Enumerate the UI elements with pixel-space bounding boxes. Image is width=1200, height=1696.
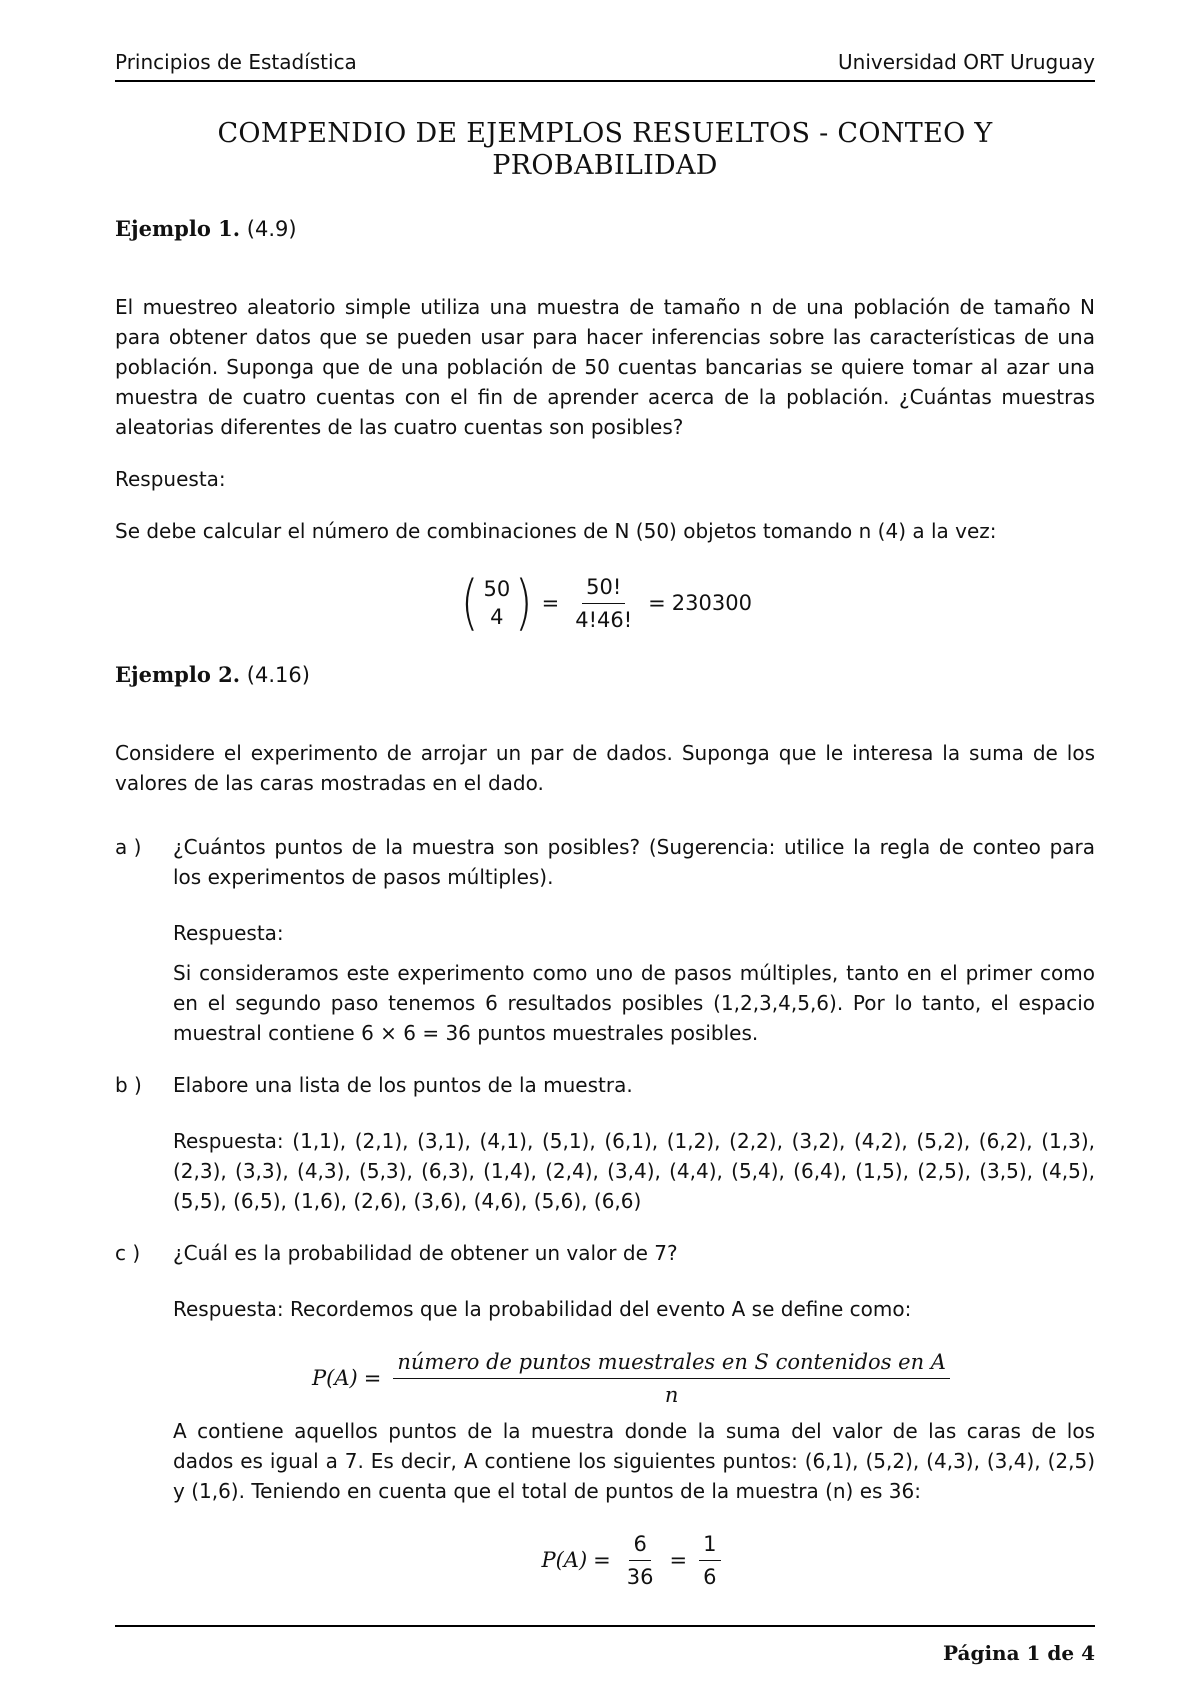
factorial-fraction [571,573,636,634]
formula-lhs: P(A) [312,1366,358,1390]
item-b-label: b ) [115,1073,142,1097]
item-c-answer: A contiene aquellos puntos de la muestra donde la suma del valor de las caras de los dados es igual a 7. Es decir, A contiene los siguientes puntos: (6,1), (5,2), (4,3), (3,4), (2,5) y (1,6). Teniendo en cuenta que el total de puntos de la muestra (n) es 36: [173,1419,1095,1503]
fraction-numerator: número de puntos muestrales en S contenidos en A [393,1348,950,1379]
list-item-b [115,1070,1095,1100]
equals-sign: = [669,1548,688,1572]
formula-result: 230300 [671,591,752,615]
equals-sign: = [648,591,666,615]
header-university: Universidad ORT Uruguay [838,50,1095,74]
document-body [115,214,1095,1592]
fraction-numerator: 1 [699,1530,720,1561]
example-2-intro: Considere el experimento de arrojar un par de dados. Suponga que le interesa la suma de los valores de las caras mostradas en el dado. [115,741,1095,795]
item-c-response-intro: Respuesta: Recordemos que la probabilidad del evento A se define como: [173,1297,912,1321]
header-course: Principios de Estadística [115,50,357,74]
list-item-c [115,1238,1095,1268]
example-2-label: Ejemplo 2. [115,662,241,687]
example-2-ref: (4.16) [246,663,310,687]
equals-sign: = [541,591,560,615]
formula-lhs: P(A) [541,1548,588,1572]
page-number: Página 1 de 4 [943,1641,1095,1665]
binomial-coefficient: ( 50 4 ) [460,568,533,638]
fraction-denominator: n [664,1382,679,1407]
item-c-label: c ) [115,1241,141,1265]
page-footer [115,1625,1095,1665]
fraction-denominator: 36 [626,1564,654,1589]
example-1-label: Ejemplo 1. [115,216,241,241]
example-1-response-label: Respuesta: [115,467,226,491]
fraction-denominator: 4!46! [575,607,633,632]
item-c-question: ¿Cuál es la probabilidad de obtener un valor de 7? [173,1241,678,1265]
fraction-6-over-36 [623,1530,658,1591]
example-1-formula [115,568,1095,638]
fraction-1-over-6 [699,1530,720,1591]
document-page [115,0,1095,1696]
example-1-ref: (4.9) [246,217,297,241]
example-1-response-text: Se debe calcular el número de combinaciones de N (50) objetos tomando n (4) a la vez: [115,519,997,543]
title-line-1: COMPENDIO DE EJEMPLOS RESUELTOS - CONTEO Y [217,118,993,149]
binom-bottom: 4 [490,605,504,629]
probability-result-formula [173,1528,1095,1592]
item-a-label: a ) [115,835,142,859]
item-b-question: Elabore una lista de los puntos de la muestra. [173,1073,633,1097]
binom-top: 50 [483,577,511,601]
item-a-answer: Si consideramos este experimento como uno de pasos múltiples, tanto en el primer como en el segundo paso tenemos 6 resultados posibles (1,2,3,4,5,6). Por lo tanto, el espacio muestral contiene 6 × 6 = 36 puntos muestrales posibles. [173,961,1095,1045]
fraction-denominator: 6 [703,1564,717,1589]
fraction-numerator: 6 [629,1530,650,1561]
example-1-statement: El muestreo aleatorio simple utiliza una muestra de tamaño n de una población de tamaño N para obtener datos que se pueden usar para hacer inferencias sobre las características de una población. Suponga que de una población de 50 cuentas bancarias se quiere tomar al azar una muestra de cuatro cuentas con el fin de aprender acerca de la población. ¿Cuántas muestras aleatorias diferentes de las cuatro cuentas son posibles? [115,295,1095,439]
document-title [115,118,1095,182]
example-1-heading [115,214,1095,244]
probability-definition-formula [173,1346,1095,1410]
item-a-question: ¿Cuántos puntos de la muestra son posibles? (Sugerencia: utilice la regla de conteo para los experimentos de pasos múltiples). [173,835,1095,889]
example-2-heading [115,660,1095,690]
equals-sign: = [593,1548,611,1572]
equals-sign: = [363,1366,382,1390]
item-b-answer: Respuesta: (1,1), (2,1), (3,1), (4,1), (5,1), (6,1), (1,2), (2,2), (3,2), (4,2), (5,2), (6,2), (1,3), (2,3), (3,3), (4,3), (5,3), (6,3), (1,4), (2,4), (3,4), (4,4), (5,4), (6,4), (1,5), (2,5), (3,5), (4,5), (5,5), (6,5), (1,6), (2,6), (3,6), (4,6), (5,6), (6,6) [173,1129,1095,1213]
list-item-a [115,832,1095,892]
definition-fraction [393,1348,950,1409]
fraction-numerator: 50! [582,573,625,604]
title-line-2: PROBABILIDAD [492,150,718,181]
item-a-response-label: Respuesta: [173,921,284,945]
running-header [115,50,1095,82]
